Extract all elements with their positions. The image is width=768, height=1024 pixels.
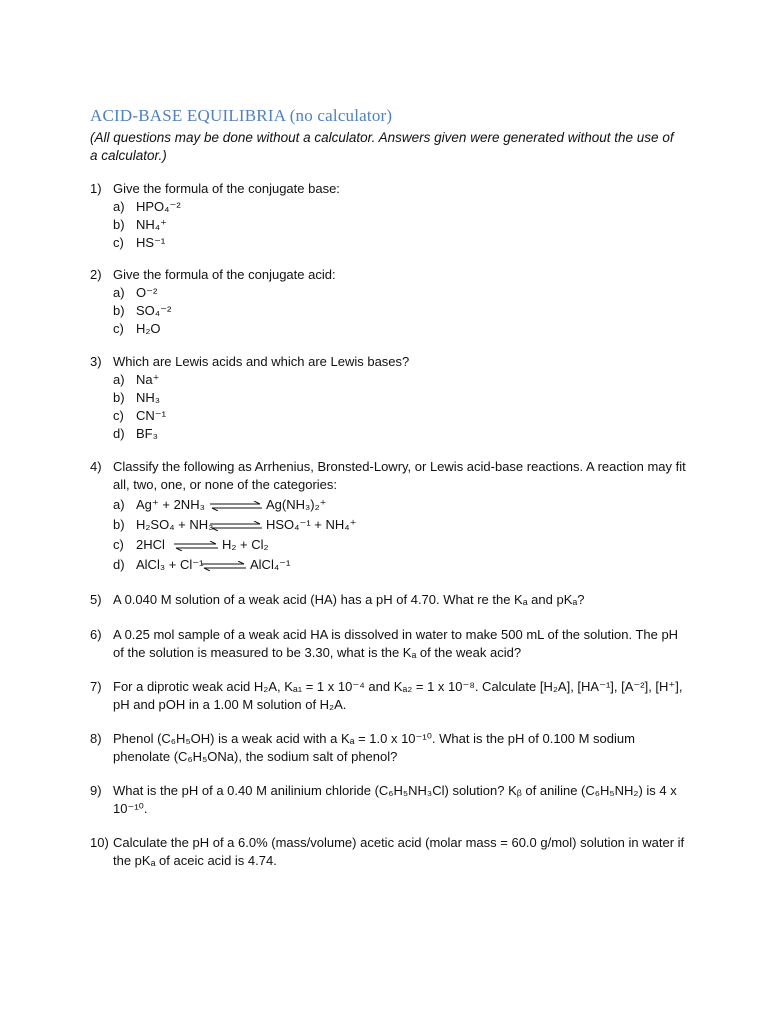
reaction-item bbox=[113, 536, 690, 554]
item-value: H₂O bbox=[136, 321, 161, 336]
item-label: d) bbox=[113, 557, 125, 572]
list-item bbox=[113, 407, 690, 425]
item-value: CN⁻¹ bbox=[136, 408, 166, 423]
question-number: 3) bbox=[90, 354, 102, 369]
question-9 bbox=[90, 782, 690, 818]
question-2 bbox=[90, 266, 690, 338]
question-6 bbox=[90, 626, 690, 662]
reaction-item bbox=[113, 516, 690, 534]
equilibrium-arrow-icon bbox=[210, 521, 262, 531]
item-value: SO₄⁻² bbox=[136, 303, 172, 318]
list-item bbox=[113, 234, 690, 252]
reaction-products: H₂ + Cl₂ bbox=[222, 537, 269, 552]
list-item bbox=[113, 425, 690, 443]
item-label: c) bbox=[113, 321, 124, 336]
reaction-reactants: AlCl₃ + Cl⁻¹ bbox=[136, 557, 204, 572]
question-10 bbox=[90, 834, 690, 870]
item-label: a) bbox=[113, 285, 125, 300]
list-item bbox=[113, 198, 690, 216]
item-label: c) bbox=[113, 408, 124, 423]
reaction-products: HSO₄⁻¹ + NH₄⁺ bbox=[266, 517, 357, 532]
item-label: c) bbox=[113, 235, 124, 250]
question-5 bbox=[90, 591, 690, 609]
question-7 bbox=[90, 678, 690, 714]
list-item bbox=[113, 389, 690, 407]
question-1 bbox=[90, 180, 690, 252]
item-label: b) bbox=[113, 303, 125, 318]
intro-note: (All questions may be done without a calculator. Answers given were generated without the use of a calculator.) bbox=[90, 130, 674, 163]
item-value: O⁻² bbox=[136, 285, 158, 300]
question-number: 9) bbox=[90, 783, 102, 798]
reaction-products: Ag(NH₃)₂⁺ bbox=[266, 497, 327, 512]
question-number: 8) bbox=[90, 731, 102, 746]
item-label: b) bbox=[113, 217, 125, 232]
question-3 bbox=[90, 353, 690, 443]
question-text: A 0.040 M solution of a weak acid (HA) has a pH of 4.70. What re the Kₐ and pKₐ? bbox=[113, 592, 585, 607]
item-value: HPO₄⁻² bbox=[136, 199, 181, 214]
list-item bbox=[113, 302, 690, 320]
item-value: NH₄⁺ bbox=[136, 217, 167, 232]
reaction-reactants: H₂SO₄ + NH₃ bbox=[136, 517, 214, 532]
item-label: a) bbox=[113, 199, 125, 214]
question-text: A 0.25 mol sample of a weak acid HA is dissolved in water to make 500 mL of the solution. The pH of the solution is measured to be 3.30, what is the Kₐ of the weak acid? bbox=[113, 627, 679, 660]
item-label: b) bbox=[113, 390, 125, 405]
question-number: 2) bbox=[90, 267, 102, 282]
reaction-item bbox=[113, 556, 690, 574]
equilibrium-arrow-icon bbox=[210, 501, 262, 511]
question-number: 6) bbox=[90, 627, 102, 642]
equilibrium-arrow-icon bbox=[174, 541, 218, 551]
question-text: What is the pH of a 0.40 M anilinium chloride (C₆H₅NH₃Cl) solution? Kᵦ of aniline (C₆H₅NH₂) is 4 x 10⁻¹⁰. bbox=[113, 783, 677, 816]
question-text: Phenol (C₆H₅OH) is a weak acid with a Kₐ = 1.0 x 10⁻¹⁰. What is the pH of 0.100 M sodium phenolate (C₆H₅ONa), the sodium salt of phenol? bbox=[113, 731, 635, 764]
question-text: Calculate the pH of a 6.0% (mass/volume) acetic acid (molar mass = 60.0 g/mol) solution in water if the pKₐ of aceic acid is 4.74. bbox=[113, 835, 685, 868]
question-4 bbox=[90, 458, 690, 574]
question-text: Give the formula of the conjugate base: bbox=[113, 181, 340, 196]
list-item bbox=[113, 320, 690, 338]
item-label: c) bbox=[113, 537, 124, 552]
question-number: 7) bbox=[90, 679, 102, 694]
page-title: ACID-BASE EQUILIBRIA (no calculator) bbox=[90, 106, 393, 125]
question-text: For a diprotic weak acid H₂A, Kₐ₁ = 1 x 10⁻⁴ and Kₐ₂ = 1 x 10⁻⁸. Calculate [H₂A], [HA⁻¹], [A⁻²], [H⁺], pH and pOH in a 1.00 M solution of H₂A. bbox=[113, 679, 683, 712]
reaction-item bbox=[113, 496, 690, 514]
list-item bbox=[113, 371, 690, 389]
question-text: Give the formula of the conjugate acid: bbox=[113, 267, 336, 282]
question-number: 5) bbox=[90, 592, 102, 607]
list-item bbox=[113, 284, 690, 302]
reaction-products: AlCl₄⁻¹ bbox=[250, 557, 291, 572]
item-label: b) bbox=[113, 517, 125, 532]
reaction-reactants: Ag⁺ + 2NH₃ bbox=[136, 497, 205, 512]
reaction-reactants: 2HCl bbox=[136, 537, 165, 552]
item-label: a) bbox=[113, 497, 125, 512]
item-label: d) bbox=[113, 426, 125, 441]
item-value: BF₃ bbox=[136, 426, 158, 441]
equilibrium-arrow-icon bbox=[202, 561, 246, 571]
question-8 bbox=[90, 730, 690, 766]
item-value: Na⁺ bbox=[136, 372, 160, 387]
question-text: Which are Lewis acids and which are Lewis bases? bbox=[113, 354, 410, 369]
item-label: a) bbox=[113, 372, 125, 387]
question-text: Classify the following as Arrhenius, Bronsted-Lowry, or Lewis acid-base reactions. A reaction may fit all, two, one, or none of the categories: bbox=[113, 459, 686, 492]
item-value: HS⁻¹ bbox=[136, 235, 166, 250]
question-number: 4) bbox=[90, 459, 102, 474]
item-value: NH₃ bbox=[136, 390, 161, 405]
question-number: 1) bbox=[90, 181, 102, 196]
list-item bbox=[113, 216, 690, 234]
question-number: 10) bbox=[90, 835, 109, 850]
